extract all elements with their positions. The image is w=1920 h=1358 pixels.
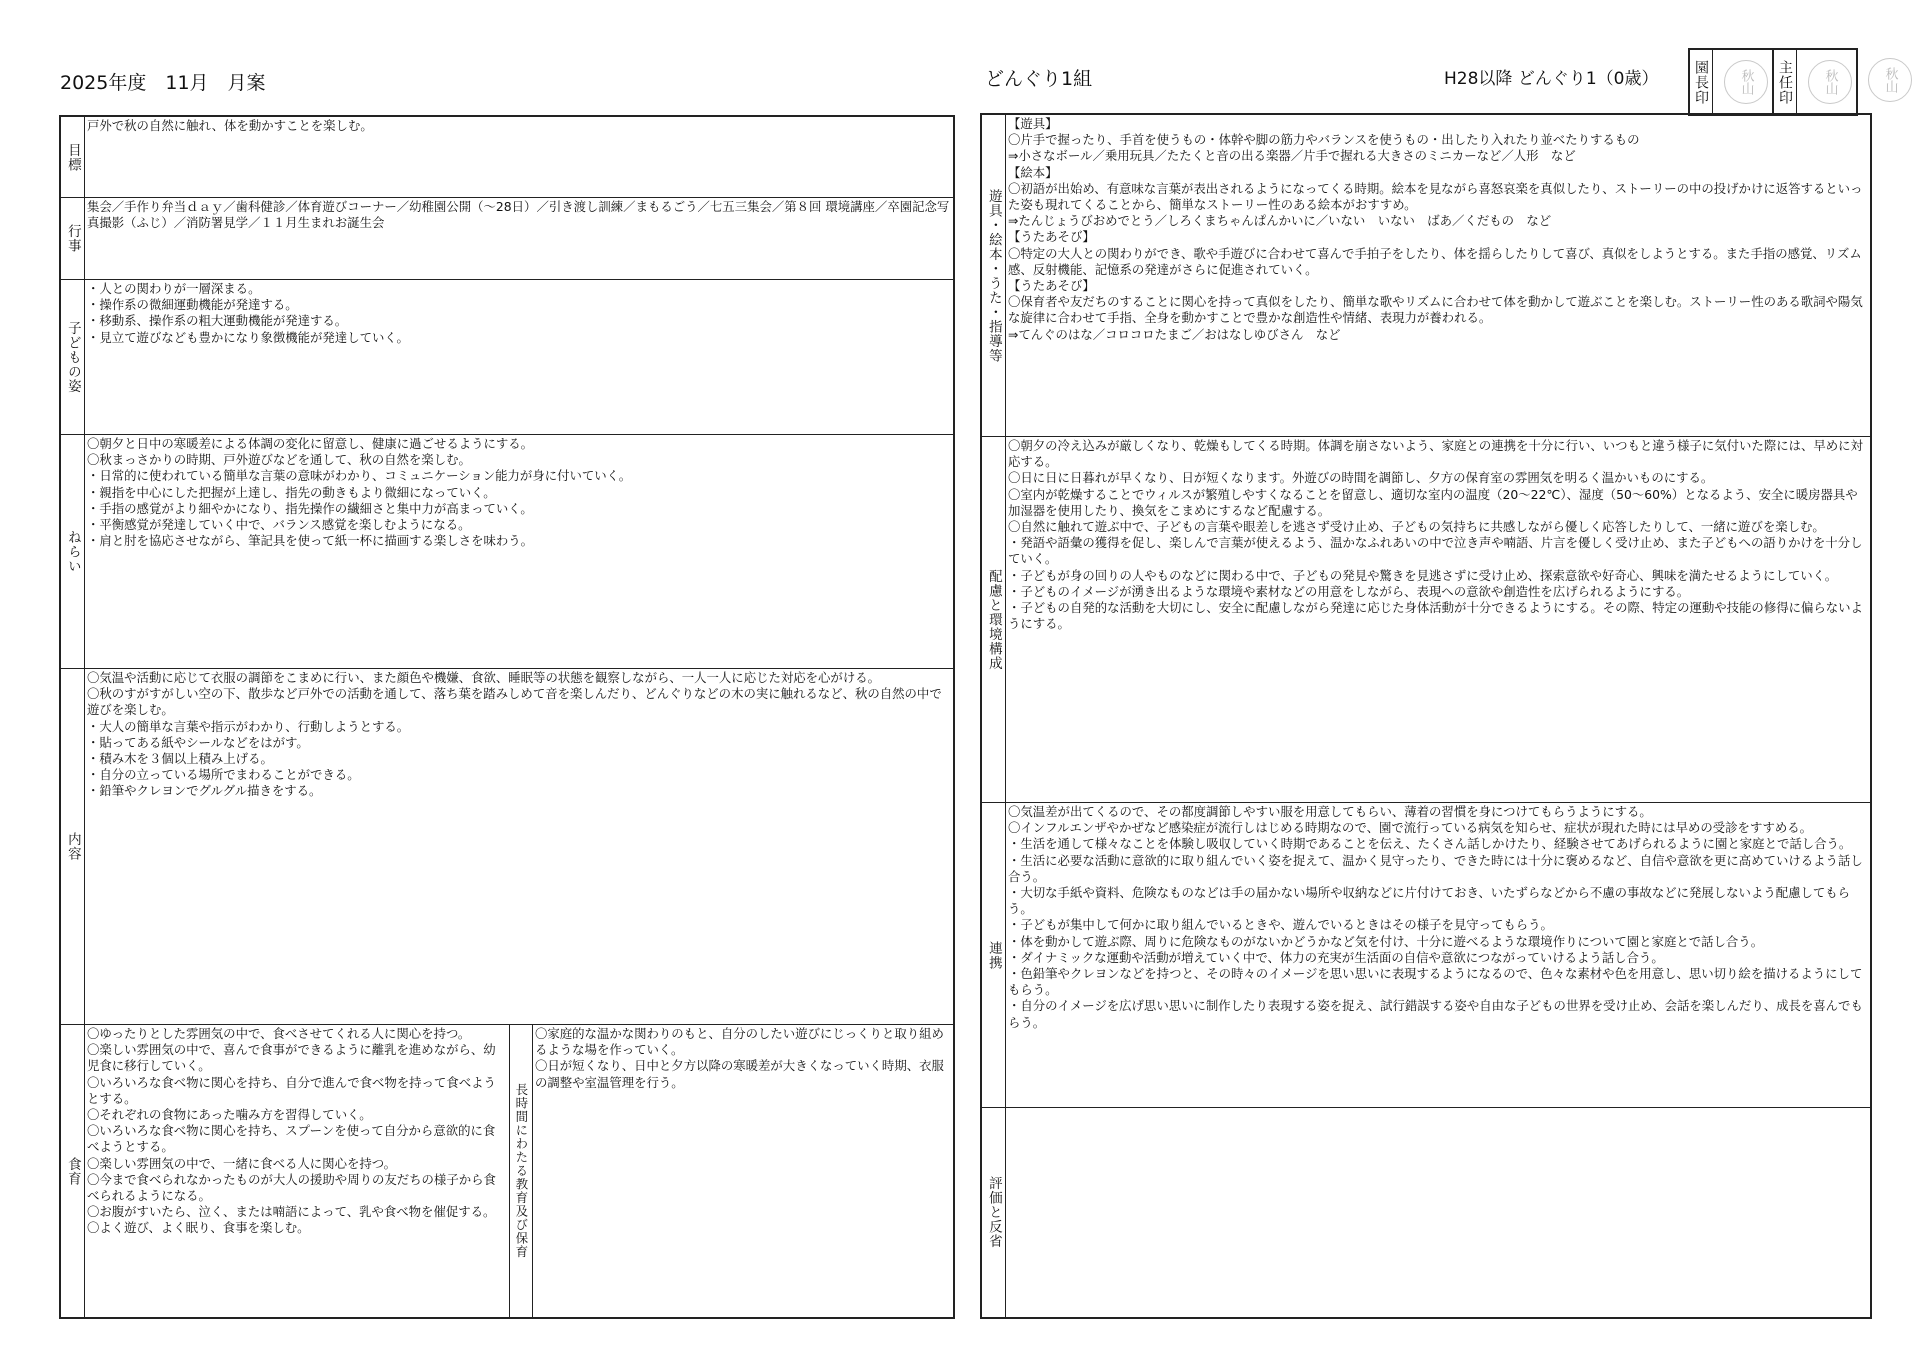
food-text: 〇ゆったりとした雰囲気の中で、食べさせてくれる人に関心を持つ。 〇楽しい雰囲気の中で、喜んで食事ができるように離乳を進めながら、幼児食に移行していく。 〇いろいろな食べ物に関心を持ち、自分で進んで食べ物を持って食べようとする。 〇それぞれの食物にあった噛み方を習得していく。 〇いろいろな食べ物に関心を持ち、スプーンを使って自分から意欲的に食べようとする。 〇楽しい雰囲気の中で、一緒に食べる人に関心を持つ。 〇今まで食べられなかったものが大人の援助や周りの友だちの様子から食べられるようになる。 〇お腹がすいたら、泣く、または喃語によって、乳や食べ物を催促する。 〇よく遊び、よく眠り、食事を楽しむ。: [87, 1026, 496, 1236]
extra-seal: 秋山: [1868, 58, 1912, 102]
chief-seal: 秋山: [1808, 60, 1852, 104]
evaluation-text[interactable]: [1006, 1108, 1870, 1317]
environment-text: 〇朝夕の冷え込みが厳しくなり、乾燥もしてくる時期。体調を崩さないよう、家庭との連携を十分に行い、いつもと違う様子に気付いた際には、早めに対応する。 〇日に日に日暮れが早くなり、日が短くなります。外遊びの時間を調節し、夕方の保育室の雰囲気を明るく温かいものにする。 〇室内が乾燥することでウィルスが繁殖しやすくなることを留意し、適切な室内の温度（20～22℃）、湿度（50～60%）となるよう、安全に暖房器具や加湿器を使用したり、換気をこまめにするなど配慮する。 〇自然に触れて遊ぶ中で、子どもの言葉や眼差しを逃さず受け止め、子どもの気持ちに共感しながら優しく応答したりして、一緒に遊びを楽しむ。 ・発語や語彙の獲得を促し、楽しんで言葉が使えるよう、温かなふれあいの中で泣き声や喃語、片言を優しく受け止め、また子どもへの語りかけを十分していく。 ・子どもが身の回りの人やものなどに関わる中で、子どもの発見や驚きを見逃さずに受け止め、探索意欲や好奇心、興味を満たせるようにしていく。 ・子どものイメージが湧き出るような環境や素材などの用意をしながら、表現への意欲や創造性を広げられるようにする。 ・子どもの自発的な活動を大切にし、安全に配慮しながら発達に応じた身体活動が十分できるようにする。その際、特定の運動や技能の修得に偏らないようにする。: [1008, 438, 1863, 632]
play-text: 【遊具】 〇片手で握ったり、手首を使うもの・体幹や脚の筋力やバランスを使うもの・出したり入れたり並べたりするもの ⇒小さなボール／乗用玩具／たたくと音の出る楽器／片手で握れる大きさのミニカーなど／人形 など 【絵本】 〇初語が出始め、有意味な言葉が表出されるようになってくる時期。絵本を見ながら喜怒哀楽を真似したり、ストーリーの中の投げかけに返答するといった姿も現れてくることから、簡単なストーリー性のある絵本がおすすめ。 ⇒たんじょうびおめでとう／しろくまちゃんぱんかいに／いない いない ばあ／くだもの など 【うたあそび】 〇特定の大人との関わりができ、歌や手遊びに合わせて喜んで手拍子をしたり、体を揺らしたりして喜び、真似をしようとする。また手指の感覚、リズム感、反射機能、記憶系の発達がさらに促進されていく。 【うたあそび】 〇保育者や友だちのすることに関心を持って真似をしたり、簡単な歌やリズムに合わせて体を動かして遊ぶことを楽しむ。ストーリー性のある歌詞や陽気な旋律に合わせて手指、全身を動かすことで豊かな創造性や情緒、表現力が養われる。 ⇒てんぐのはな／コロコロたまご／おはなしゆびさん など: [1008, 116, 1863, 342]
class-name: どんぐり1組: [985, 68, 1093, 90]
cooperation-row: [982, 803, 1870, 1108]
child-state-label: 子どもの姿: [61, 280, 85, 434]
goal-row: [61, 117, 953, 198]
child-state-text: ・人との関わりが一層深まる。 ・操作系の微細運動機能が発達する。 ・移動系、操作系の粗大運動機能が発達する。 ・見立て遊びなども豊かになり象徴機能が発達していく。: [87, 281, 409, 345]
chief-stamp-box: [1772, 48, 1858, 116]
play-label: 遊具・絵本・うた・指導等: [982, 115, 1006, 436]
evaluation-row: [982, 1108, 1870, 1317]
chief-stamp-label: 主任印: [1774, 50, 1797, 114]
environment-row: [982, 437, 1870, 803]
events-text: 集会／手作り弁当ｄａｙ／歯科健診／体育遊びコーナー／幼稚園公開（～28日）／引き渡し訓練／まもるごう／七五三集会／第８回 環境講座／卒園記念写真撮影（ふじ）／消防署見学／１１月生まれお誕生会: [87, 199, 950, 231]
content-label: 内容: [61, 669, 85, 1024]
child-state-row: [61, 280, 953, 435]
aims-row: [61, 435, 953, 669]
cooperation-text: 〇気温差が出てくるので、その都度調節しやすい服を用意してもらい、薄着の習慣を身につけてもらうようにする。 〇インフルエンザやかぜなど感染症が流行しはじめる時期なので、園で流行っている病気を知らせ、症状が現れた時には早めの受診をすすめる。 ・生活を通して様々なことを体験し吸収していく時期であることを伝え、たくさん話しかけたり、経験させてあげられるように園と家庭とで話し合う。 ・生活に必要な活動に意欲的に取り組んでいく姿を捉えて、温かく見守ったり、できた時には十分に褒めるなど、自信や意欲を更に高めていけるよう話し合う。 ・大切な手紙や資料、危険なものなどは手の届かない場所や収納などに片付けておき、いたずらなどから不慮の事故などに発展しないよう配慮してもらう。 ・子どもが集中して何かに取り組んでいるときや、遊んでいるときはその様子を見守ってもらう。 ・体を動かして遊ぶ際、周りに危険なものがないかどうかなど気を付け、十分に遊べるような環境作りについて園と家庭とで話し合う。 ・ダイナミックな運動や活動が増えていく中で、体力の充実が生活面の自信や意欲につながっていけるよう話し合う。 ・色鉛筆やクレヨンなどを持つと、その時々のイメージを思い思いに表現するようになるので、色々な素材や色を用意し、思い切り絵を描けるようにしてもらう。 ・自分のイメージを広げ思い思いに制作したり表現する姿を捉え、試行錯誤する姿や自由な子どもの世界を受け止め、会話を楽しんだり、成長を喜んでもらう。: [1008, 804, 1863, 1030]
food-label: 食育: [61, 1025, 85, 1317]
left-plan-panel: [59, 115, 955, 1319]
events-label: 行事: [61, 198, 85, 279]
principal-stamp-label: 園長印: [1690, 50, 1713, 114]
plan-title: 2025年度 11月 月案: [60, 72, 266, 94]
aims-text: 〇朝夕と日中の寒暖差による体調の変化に留意し、健康に過ごせるようにする。 〇秋まっさかりの時期、戸外遊びなどを通して、秋の自然を楽しむ。 ・日常的に使われている簡単な言葉の意味がわかり、コミュニケーション能力が身に付いていく。 ・親指を中心にした把握が上達し、指先の動きもより微細になっていく。 ・手指の感覚がより細やかになり、指先操作の繊細さと集中力が高まっていく。 ・平衡感覚が発達していく中で、バランス感覚を楽しむようになる。 ・肩と肘を協応させながら、筆記具を使って紙一杯に描画する楽しさを味わう。: [87, 436, 632, 549]
principal-seal: 秋山: [1724, 60, 1768, 104]
evaluation-label: 評価と反省: [982, 1108, 1006, 1317]
bottom-row: [61, 1025, 953, 1317]
long-care-label: 長時間にわたる教育及び保育: [509, 1025, 533, 1317]
right-plan-panel: [980, 113, 1872, 1319]
content-row: [61, 669, 953, 1025]
principal-stamp-box: [1688, 48, 1774, 116]
goal-label: 目標: [61, 117, 85, 197]
events-row: [61, 198, 953, 280]
play-row: [982, 115, 1870, 437]
environment-label: 配慮と環境構成: [982, 437, 1006, 802]
content-text: 〇気温や活動に応じて衣服の調節をこまめに行い、また顔色や機嫌、食欲、睡眠等の状態を観察しながら、一人一人に応じた対応を心がける。 〇秋のすがすがしい空の下、散歩など戸外での活動を通して、落ち葉を踏みしめて音を楽しんだり、どんぐりなどの木の実に触れるなど、秋の自然の中で遊びを楽しむ。 ・大人の簡単な言葉や指示がわかり、行動しようとする。 ・貼ってある紙やシールなどをはがす。 ・積み木を３個以上積み上げる。 ・自分の立っている場所でまわることができる。 ・鉛筆やクレヨンでグルグル描きをする。: [87, 670, 942, 799]
long-care-text: 〇家庭的な温かな関わりのもと、自分のしたい遊びにじっくりと取り組めるような場を作っていく。 〇日が短くなり、日中と夕方以降の寒暖差が大きくなっていく時期、衣服の調整や室温管理を行う。: [535, 1026, 944, 1090]
aims-label: ねらい: [61, 435, 85, 668]
cooperation-label: 連携: [982, 803, 1006, 1107]
goal-text: 戸外で秋の自然に触れ、体を動かすことを楽しむ。: [87, 118, 373, 133]
template-code: H28以降 どんぐり1（0歳）: [1444, 69, 1659, 89]
